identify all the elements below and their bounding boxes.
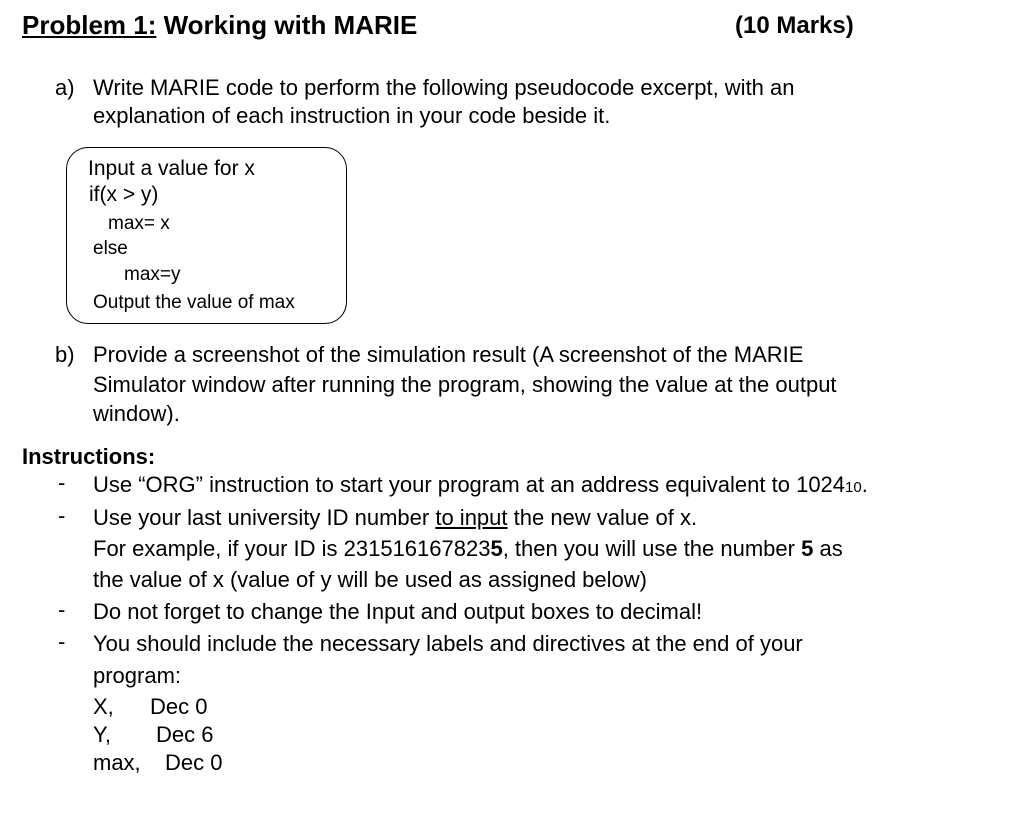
instruction-1-period: . xyxy=(861,472,868,497)
instruction-1 xyxy=(93,470,868,502)
instruction-3: Do not forget to change the Input and output boxes to decimal! xyxy=(93,599,703,624)
part-a-label: a) xyxy=(55,75,75,100)
problem-title xyxy=(22,10,417,41)
marks-label: (10 Marks) xyxy=(735,12,854,39)
example-bold-digit: 5 xyxy=(490,536,503,561)
pseudocode-line-2: if(x > y) xyxy=(89,183,159,206)
bullet-dash: - xyxy=(58,597,66,622)
part-b-line-1: Provide a screenshot of the simulation result (A screenshot of the MARIE xyxy=(93,342,804,367)
instruction-2 xyxy=(93,503,697,532)
instruction-2-tail: the new value of x. xyxy=(507,505,698,530)
instruction-4-line-1: You should include the necessary labels and directives at the end of your xyxy=(93,631,803,656)
example-middle: , then you will use the number xyxy=(502,536,802,561)
instruction-2-underlined: to input xyxy=(435,505,508,530)
pseudocode-line-3: max= x xyxy=(108,213,170,234)
example-line-2: the value of x (value of y will be used as assigned below) xyxy=(93,567,647,592)
pseudocode-line-6: Output the value of max xyxy=(93,292,295,313)
instruction-1-subscript: 10 xyxy=(845,479,862,496)
instruction-1-text: Use “ORG” instruction to start your program at an address equivalent to 1024 xyxy=(93,472,846,497)
bullet-dash: - xyxy=(58,470,66,495)
bullet-dash: - xyxy=(58,503,66,528)
bullet-dash: - xyxy=(58,629,66,654)
directive-y-value: Dec 6 xyxy=(156,722,214,747)
problem-number: Problem 1: xyxy=(22,10,157,40)
example-tail: as xyxy=(813,536,843,561)
instructions-heading: Instructions: xyxy=(22,444,156,469)
part-b-line-2: Simulator window after running the program, showing the value at the output xyxy=(93,372,837,397)
directive-x-label: X, xyxy=(93,694,114,719)
directive-y-label: Y, xyxy=(93,722,111,747)
part-a-line-2: explanation of each instruction in your code beside it. xyxy=(93,103,611,128)
example-bold-number: 5 xyxy=(801,536,814,561)
example-text: For example, if your ID is 231516167823 xyxy=(93,536,491,561)
directive-max-value: Dec 0 xyxy=(165,750,223,775)
part-b-label: b) xyxy=(55,342,75,367)
example-line-1 xyxy=(93,534,843,563)
pseudocode-line-5: max=y xyxy=(124,264,181,285)
part-b-line-3: window). xyxy=(93,401,180,426)
instruction-4-line-2: program: xyxy=(93,663,182,688)
directive-x-value: Dec 0 xyxy=(150,694,208,719)
part-a-line-1: Write MARIE code to perform the following pseudocode excerpt, with an xyxy=(93,75,795,100)
instruction-2-text: Use your last university ID number xyxy=(93,505,436,530)
directive-max-label: max, xyxy=(93,750,141,775)
pseudocode-line-4: else xyxy=(93,238,128,259)
problem-title-text: Working with MARIE xyxy=(156,10,418,40)
pseudocode-line-1: Input a value for x xyxy=(88,157,255,180)
